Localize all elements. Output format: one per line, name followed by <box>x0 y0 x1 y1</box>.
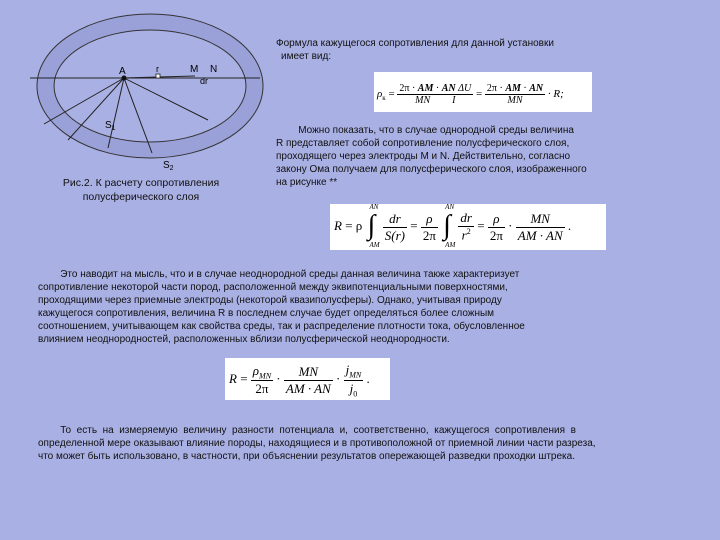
intro-line1: Формула кажущегося сопротивления для данной установки <box>276 38 554 49</box>
f3-frac-current-density: $\frac{j_{MN}}{j_0}$ <box>345 362 362 399</box>
f1-lhs: ρ <box>377 88 383 101</box>
p2-line5: соотношением, учитывающем как свойства среды, так и распределение плотности тока, обусловленное <box>38 321 525 332</box>
f2-eq1: = ρ <box>345 217 363 233</box>
p1-line1: Можно показать, что в случае однородной среды величина <box>276 125 574 136</box>
figure-caption-line2: полусферического слоя <box>82 191 200 203</box>
figure-caption <box>30 176 252 204</box>
inner-hemisphere-ring <box>54 30 246 142</box>
intro-line2: имеет вид: <box>281 51 332 62</box>
p2-line3: проходящими через приемные электроды (некоторой квазиполусферы). Однако, учитывая природу <box>38 295 502 306</box>
label-s2: $S_2$ <box>163 160 174 172</box>
p2-line4: кажущегося сопротивления, величина R в последнем случае будет определяться более сложным <box>38 308 495 319</box>
intro-text <box>276 37 554 63</box>
f3-lhs: R <box>229 371 237 387</box>
f2-integral1: AN ∫ AM <box>367 203 380 249</box>
paragraph-conclusion <box>38 424 698 463</box>
label-dr: dr <box>200 76 209 86</box>
f1-frac2: $\frac{2\pi \cdot AM \cdot AN}{MN}$ <box>486 83 544 106</box>
f3-frac-rho: $\frac{\rho_{MN}}{2\pi}$ <box>252 362 272 397</box>
f1-lhs-sub: к <box>382 94 386 103</box>
electrode-r-marker <box>156 74 160 78</box>
p1-line3: проходящего через электроды M и N. Действительно, согласно <box>276 151 571 162</box>
f1-frac1: $\frac{\text{2π · AM · AN ΔU}}{\text{MN I}}$ <box>399 83 472 106</box>
paragraph-homogeneous <box>276 124 696 189</box>
label-m: M <box>190 64 199 75</box>
hemisphere-diagram <box>30 8 270 178</box>
label-n: N <box>210 64 218 75</box>
p3-line3: что может быть использовано, в частности, при объяснении результатов опережающей разведки проходки штрека. <box>38 451 575 462</box>
p1-line2: R представляет собой сопротивление полусферического слоя, <box>276 138 570 149</box>
f1-tail: · R; <box>547 88 564 101</box>
f2-frac-dr-sr: $\frac{dr}{S(r)}$ <box>384 210 405 243</box>
p2-line6: влиянием неоднородностей, расположенных вблизи полусферической неоднородности. <box>38 334 450 345</box>
formula-ohm-law-integral: R = ρ AN ∫ AM $\frac{dr}{S(r)}$ = $\frac{\rho}{2\pi}$ AN ∫ AM $\frac{dr}{r^2}$ = $\frac{\rho}{2\pi}$ · $\frac{MN}{AM \cdot AN}$ . <box>330 204 606 250</box>
label-r: r <box>156 64 159 74</box>
formula-apparent-resistivity: $\rho_к$ = $\frac{\text{2π · AM · AN ΔU}}{\text{MN I}}$ = $\frac{2\pi \cdot AM \cdot AN}{MN}$ · R; <box>374 72 592 112</box>
f2-integral2: AN ∫ AM <box>443 203 456 249</box>
p3-line2: определенной мере оказывают влияние породы, находящиеся и в противоположной от приемной линии части разреза, <box>38 438 596 449</box>
formula-heterogeneous-resistance: R = $\frac{\rho_{MN}}{2\pi}$ · $\frac{MN}{AM \cdot AN}$ · $\frac{j_{MN}}{j_0}$ . <box>225 358 390 400</box>
f3-frac-geometry: $\frac{MN}{AM \cdot AN}$ <box>285 363 331 396</box>
paragraph-heterogeneous <box>38 268 698 346</box>
p1-line4: закону Ома получаем для полусферического слоя, изображенного <box>276 164 587 175</box>
p2-line2: сопротивление некоторой части пород, расположенной между эквипотенциальными поверхностями, <box>38 282 508 293</box>
f1-eq: = <box>388 88 395 101</box>
p2-line1: Это наводит на мысль, что и в случае неоднородной среды данная величина также характеризует <box>38 269 520 280</box>
label-a: A <box>119 66 126 77</box>
figure-caption-line1: Рис.2. К расчету сопротивления <box>62 177 220 189</box>
label-s1: $S_1$ <box>105 120 116 132</box>
f2-lhs: R <box>334 217 342 233</box>
p1-line5: на рисунке ** <box>276 177 338 188</box>
p3-line1: То есть на измеряемую величину разности потенциала и, соответственно, кажущегося сопротивления в <box>38 425 576 436</box>
